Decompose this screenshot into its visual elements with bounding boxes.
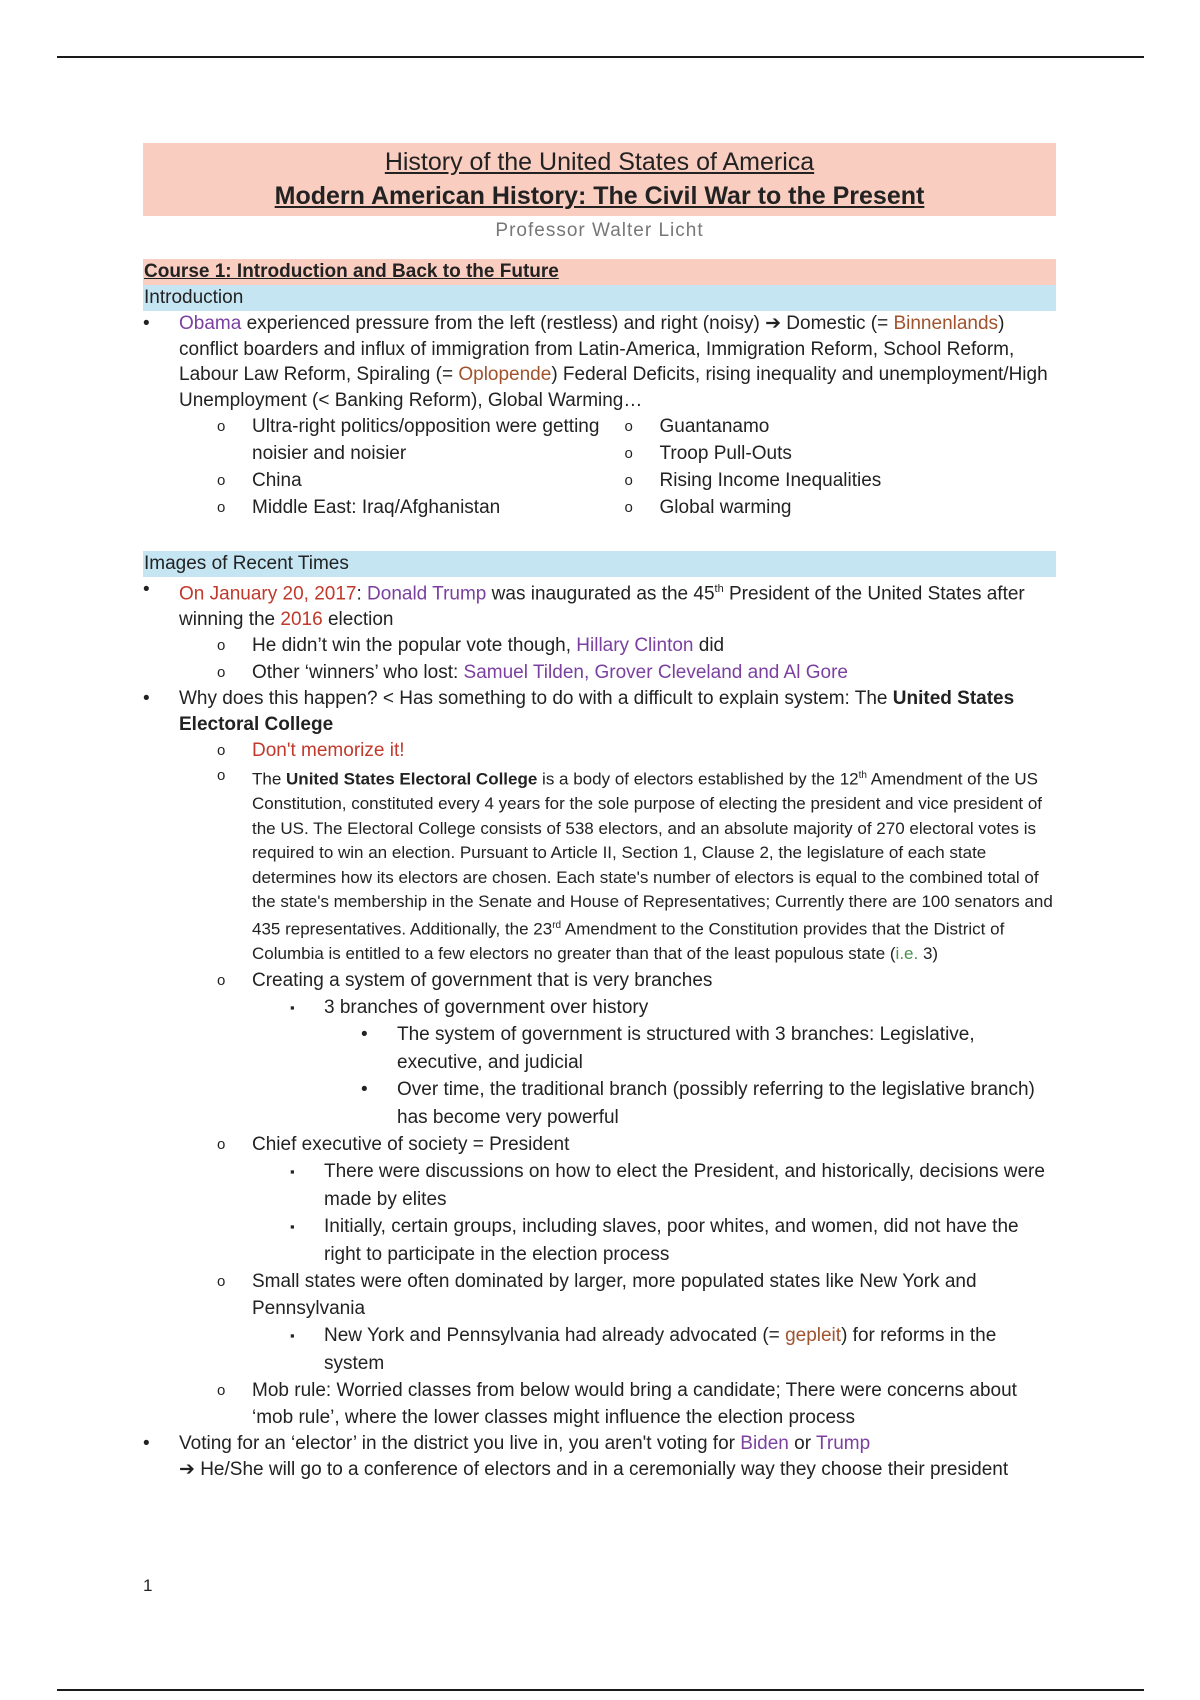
abbreviation: i.e. <box>895 944 919 964</box>
document-subtitle: Modern American History: The Civil War to the Present <box>274 182 925 210</box>
list-item-text: Rising Income Inequalities <box>659 470 882 491</box>
list-item <box>143 1131 1056 1158</box>
hollow-bullet-icon: o <box>624 499 633 516</box>
list-item <box>143 632 1056 659</box>
text: Other ‘winners’ who lost: <box>252 662 464 684</box>
list-item <box>143 1431 1056 1482</box>
arrow-icon: ➔ <box>179 1458 195 1480</box>
warning-text: Don't memorize it! <box>252 740 405 762</box>
text: The system of government is structured with 3 branches: Legislative, executive, and judicial <box>397 1024 975 1073</box>
list-item <box>143 467 600 494</box>
bullet-icon: • <box>143 1433 150 1455</box>
text: or <box>788 1433 816 1455</box>
square-bullet-icon: ▪ <box>290 1164 295 1180</box>
list-item <box>600 494 1057 521</box>
list-item-text: China <box>252 470 302 491</box>
text: is a body of electors established by the 12 <box>537 769 859 789</box>
text: He/She will go to a conference of electors and in a ceremonially way they choose their president <box>194 1458 1009 1480</box>
list-item <box>600 440 1057 467</box>
hollow-bullet-icon: o <box>217 418 226 435</box>
document-title: History of the United States of America <box>384 148 815 176</box>
bold-term: United States Electoral College <box>286 769 538 789</box>
bullet-icon: • <box>143 313 150 334</box>
text: 3 branches of government over history <box>324 996 649 1018</box>
list-item <box>143 1158 1056 1213</box>
title-block <box>143 143 1056 216</box>
list-item-text: Middle East: Iraq/Afghanistan <box>252 497 501 518</box>
hollow-bullet-icon: o <box>217 1136 226 1154</box>
square-bullet-icon: ▪ <box>290 1219 295 1235</box>
text: Voting for an ‘elector’ in the district you live in, you aren't voting for <box>179 1433 741 1455</box>
hollow-bullet-icon: o <box>624 418 633 435</box>
bullet-icon: • <box>361 1024 368 1046</box>
text: Mob rule: Worried classes from below would bring a candidate; There were concerns about ‘mob rule’, where the lower classes might influence the election process <box>252 1380 1017 1429</box>
hollow-bullet-icon: o <box>624 445 633 462</box>
superscript: th <box>858 770 867 782</box>
text: ) conflict boarders and influx of immigration from Latin-America, Immigration Reform, School Reform, Labour Law Reform, Spiraling (= <box>179 313 1015 385</box>
list-item <box>600 467 1057 494</box>
text: Domestic (= <box>781 313 894 334</box>
text: Small states were often dominated by larger, more populated states like New York and Pennsylvania <box>252 1271 977 1320</box>
name-biden: Biden <box>740 1433 789 1455</box>
name-clinton: Hillary Clinton <box>576 635 694 657</box>
professor-name: Professor Walter Licht <box>495 220 704 241</box>
left-column <box>143 413 600 521</box>
document-page <box>143 143 1056 1482</box>
hollow-bullet-icon: o <box>217 664 226 682</box>
list-item <box>143 1213 1056 1268</box>
bullet-icon: • <box>143 688 150 710</box>
date: On January 20, 2017 <box>179 583 357 605</box>
bold-term: United States Electoral College <box>179 688 1015 735</box>
name-trump: Trump <box>815 1433 871 1455</box>
hollow-bullet-icon: o <box>624 472 633 489</box>
list-item <box>143 494 600 521</box>
text: The <box>252 769 287 789</box>
list-item <box>143 737 1056 764</box>
text: election <box>322 608 394 630</box>
text: ) for reforms in the system <box>324 1325 997 1374</box>
list-item <box>143 994 1056 1022</box>
list-item <box>143 659 1056 686</box>
bullet-icon: • <box>361 1079 368 1101</box>
translation-term: gepleit <box>785 1325 842 1347</box>
square-bullet-icon: ▪ <box>290 999 295 1015</box>
list-item <box>143 1322 1056 1377</box>
text: did <box>693 635 725 657</box>
list-item <box>143 1021 1056 1076</box>
course-heading: Course 1: Introduction and Back to the Future <box>143 259 1056 285</box>
list-item <box>143 686 1056 737</box>
text: Over time, the traditional branch (possibly referring to the legislative branch) has become very powerful <box>397 1079 1035 1128</box>
list-item <box>143 577 1056 632</box>
list-item-text: Guantanamo <box>659 416 770 437</box>
page-number: 1 <box>143 1576 153 1595</box>
hollow-bullet-icon: o <box>217 472 226 489</box>
right-column <box>600 413 1057 521</box>
hollow-bullet-icon: o <box>217 499 226 516</box>
list-item-text: Ultra-right politics/opposition were getting noisier and noisier <box>252 416 600 464</box>
two-column-list <box>143 413 1056 521</box>
translation-term: Oplopende <box>458 364 552 385</box>
top-rule <box>57 56 1144 58</box>
text: : <box>356 583 368 605</box>
list-item <box>143 967 1056 994</box>
year: 2016 <box>280 608 323 630</box>
text: Chief executive of society = President <box>252 1134 570 1156</box>
hollow-bullet-icon: o <box>217 767 226 785</box>
hollow-bullet-icon: o <box>217 1382 226 1400</box>
text: experienced pressure from the left (restless) and right (noisy) <box>241 313 766 334</box>
hollow-bullet-icon: o <box>217 637 226 655</box>
hollow-bullet-icon: o <box>217 971 226 989</box>
square-bullet-icon: ▪ <box>290 1328 295 1344</box>
superscript: rd <box>552 920 562 932</box>
list-item <box>143 413 600 467</box>
text: There were discussions on how to elect the President, and historically, decisions were made by elites <box>324 1161 1045 1210</box>
list-item <box>143 311 1056 413</box>
text: was inaugurated as the 45 <box>486 583 715 605</box>
text: He didn’t win the popular vote though, <box>252 635 577 657</box>
text: President of the United States after winning the <box>179 583 1025 630</box>
list-item <box>600 413 1057 440</box>
text: Initially, certain groups, including slaves, poor whites, and women, did not have the right to participate in the election process <box>324 1216 1019 1265</box>
list-item <box>143 764 1056 967</box>
text: New York and Pennsylvania had already advocated (= <box>324 1325 786 1347</box>
bullet-icon: • <box>143 579 150 600</box>
text: Why does this happen? < Has something to do with a difficult to explain system: The <box>179 688 893 710</box>
superscript: th <box>714 583 724 595</box>
name-obama: Obama <box>179 313 242 334</box>
section-heading-images: Images of Recent Times <box>143 551 1056 577</box>
list-item <box>143 1377 1056 1431</box>
text: Amendment of the US Constitution, constituted every 4 years for the sole purpose of electing the president and vice president of the US. The Electoral College consists of 538 electors, and an absolute majority of 270 electoral votes is required to win an election. Pursuant to Article II, Section 1, Clause 2, the legislature of each state determines how its electors are chosen. Each state's number of electors is equal to the combined total of the state's membership in the Senate and House of Representatives; Currently there are 100 senators and 435 representatives. Additionally, the 23 <box>252 769 1053 940</box>
name-trump: Donald Trump <box>367 583 487 605</box>
list-item-text: Troop Pull-Outs <box>659 443 792 464</box>
text: ) Federal Deficits, rising inequality and unemployment/High Unemployment (< Banking Reform), Global Warming… <box>179 364 1048 411</box>
translation-term: Binnenlands <box>893 313 999 334</box>
text: Creating a system of government that is very branches <box>252 969 713 991</box>
names-winners: Samuel Tilden, Grover Cleveland and Al Gore <box>463 662 848 684</box>
hollow-bullet-icon: o <box>217 1273 226 1291</box>
arrow-icon: ➔ <box>765 313 782 334</box>
section-heading-introduction: Introduction <box>143 285 1056 311</box>
text: 3) <box>918 944 939 964</box>
list-item-text: Global warming <box>659 497 792 518</box>
list-item <box>143 1268 1056 1322</box>
list-item <box>143 1076 1056 1131</box>
bottom-rule <box>57 1689 1144 1691</box>
text: Amendment to the Constitution provides that the District of Columbia is entitled to a few electors no greater than that of the least populous state ( <box>252 920 1005 964</box>
hollow-bullet-icon: o <box>217 742 226 760</box>
